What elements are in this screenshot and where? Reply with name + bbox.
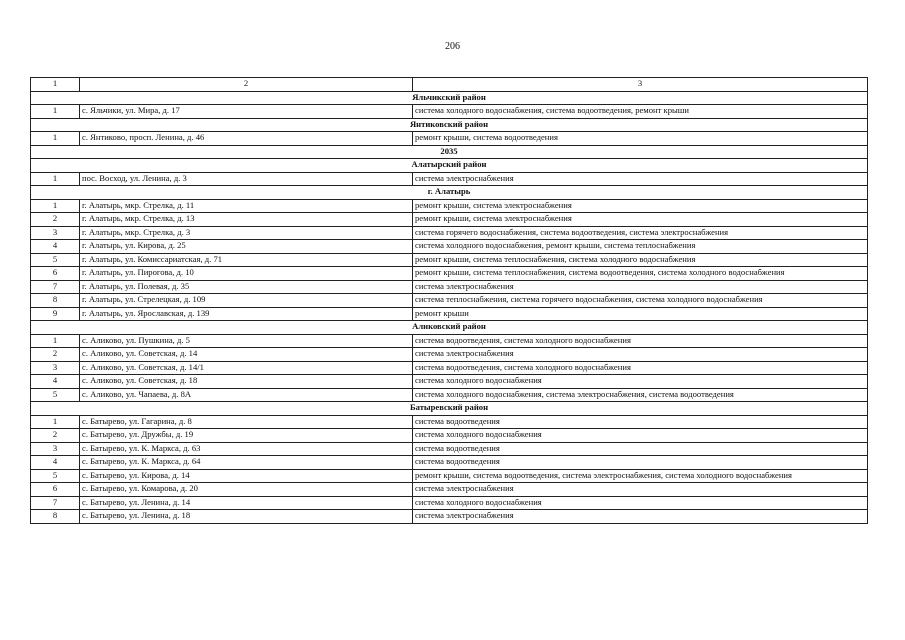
table-row — [31, 132, 868, 146]
row-address: с. Аликово, ул. Советская, д. 18 — [80, 375, 413, 389]
table-row — [31, 226, 868, 240]
row-address: с. Батырево, ул. К. Маркса, д. 63 — [80, 442, 413, 456]
row-address: с. Батырево, ул. Ленина, д. 14 — [80, 496, 413, 510]
row-address: г. Алатырь, мкр. Стрелка, д. 11 — [80, 199, 413, 213]
row-number: 1 — [31, 105, 80, 119]
header-col-address: 2 — [80, 78, 413, 92]
row-address: с. Батырево, ул. К. Маркса, д. 64 — [80, 456, 413, 470]
section-title: Аликовский район — [31, 321, 868, 335]
row-number: 8 — [31, 294, 80, 308]
row-works: система электроснабжения — [413, 483, 868, 497]
table-row — [31, 429, 868, 443]
table-row — [31, 334, 868, 348]
row-number: 5 — [31, 253, 80, 267]
row-works: ремонт крыши, система электроснабжения — [413, 213, 868, 227]
header-col-works: 3 — [413, 78, 868, 92]
row-address: с. Аликово, ул. Пушкина, д. 5 — [80, 334, 413, 348]
row-number: 8 — [31, 510, 80, 524]
row-works: система холодного водоснабжения, система электроснабжения, система водоотведения — [413, 388, 868, 402]
page-number: 206 — [445, 41, 460, 52]
row-works: система теплоснабжения, система горячего водоснабжения, система холодного водоснабжения — [413, 294, 868, 308]
row-number: 7 — [31, 496, 80, 510]
table-row — [31, 415, 868, 429]
row-number: 1 — [31, 172, 80, 186]
table-row — [31, 510, 868, 524]
section-title: Батыревский район — [31, 402, 868, 416]
row-number: 1 — [31, 132, 80, 146]
row-address: с. Аликово, ул. Советская, д. 14/1 — [80, 361, 413, 375]
table-row — [31, 348, 868, 362]
table-row — [31, 253, 868, 267]
section-header-row — [31, 118, 868, 132]
table-row — [31, 375, 868, 389]
row-address: с. Батырево, ул. Гагарина, д. 8 — [80, 415, 413, 429]
row-works: система электроснабжения — [413, 510, 868, 524]
row-number: 1 — [31, 334, 80, 348]
table-row — [31, 294, 868, 308]
row-number: 6 — [31, 483, 80, 497]
row-works: система водоотведения — [413, 415, 868, 429]
row-number: 3 — [31, 442, 80, 456]
row-number: 4 — [31, 375, 80, 389]
row-address: с. Батырево, ул. Ленина, д. 18 — [80, 510, 413, 524]
row-number: 2 — [31, 213, 80, 227]
table-row — [31, 199, 868, 213]
row-works: система холодного водоснабжения — [413, 429, 868, 443]
row-works: ремонт крыши, система электроснабжения — [413, 199, 868, 213]
section-title: Яльчикский район — [31, 91, 868, 105]
table-row — [31, 483, 868, 497]
table-row — [31, 307, 868, 321]
table-row — [31, 240, 868, 254]
table-row — [31, 280, 868, 294]
table-header-row — [31, 78, 868, 92]
row-number: 5 — [31, 469, 80, 483]
section-title: 2035 — [31, 145, 868, 159]
table-row — [31, 442, 868, 456]
table-row — [31, 388, 868, 402]
row-address: г. Алатырь, ул. Пирогова, д. 10 — [80, 267, 413, 281]
row-number: 2 — [31, 348, 80, 362]
row-address: г. Алатырь, ул. Стрелецкая, д. 109 — [80, 294, 413, 308]
row-works: система холодного водоснабжения, система водоотведения, ремонт крыши — [413, 105, 868, 119]
table-row — [31, 213, 868, 227]
row-address: с. Батырево, ул. Кирова, д. 14 — [80, 469, 413, 483]
row-number: 5 — [31, 388, 80, 402]
section-header-row — [31, 186, 868, 200]
row-address: г. Алатырь, ул. Ярославская, д. 139 — [80, 307, 413, 321]
row-address: с. Батырево, ул. Комарова, д. 20 — [80, 483, 413, 497]
row-works: ремонт крыши, система водоотведения, система электроснабжения, система холодного водоснабжения — [413, 469, 868, 483]
row-works: система холодного водоснабжения — [413, 375, 868, 389]
row-address: г. Алатырь, мкр. Стрелка, д. 3 — [80, 226, 413, 240]
section-header-row — [31, 145, 868, 159]
row-works: система электроснабжения — [413, 280, 868, 294]
table-row — [31, 469, 868, 483]
row-number: 4 — [31, 240, 80, 254]
row-address: пос. Восход, ул. Ленина, д. 3 — [80, 172, 413, 186]
header-col-number: 1 — [31, 78, 80, 92]
row-works: ремонт крыши, система теплоснабжения, система водоотведения, система холодного водоснабжения — [413, 267, 868, 281]
table-row — [31, 361, 868, 375]
row-address: с. Яльчики, ул. Мира, д. 17 — [80, 105, 413, 119]
table-row — [31, 496, 868, 510]
table-row — [31, 456, 868, 470]
row-number: 2 — [31, 429, 80, 443]
row-address: г. Алатырь, ул. Полевая, д. 35 — [80, 280, 413, 294]
row-number: 1 — [31, 199, 80, 213]
row-works: система водоотведения, система холодного водоснабжения — [413, 361, 868, 375]
row-works: ремонт крыши, система теплоснабжения, система холодного водоснабжения — [413, 253, 868, 267]
row-number: 3 — [31, 226, 80, 240]
row-works: система водоотведения — [413, 442, 868, 456]
section-title: Алатырский район — [31, 159, 868, 173]
section-header-row — [31, 91, 868, 105]
section-title: г. Алатырь — [31, 186, 868, 200]
section-title: Янтиковский район — [31, 118, 868, 132]
row-works: система холодного водоснабжения, ремонт крыши, система теплоснабжения — [413, 240, 868, 254]
section-header-row — [31, 321, 868, 335]
table-row — [31, 172, 868, 186]
row-number: 3 — [31, 361, 80, 375]
row-address: г. Алатырь, ул. Кирова, д. 25 — [80, 240, 413, 254]
row-number: 6 — [31, 267, 80, 281]
row-address: с. Янтиково, просп. Ленина, д. 46 — [80, 132, 413, 146]
row-works: система водоотведения, система холодного водоснабжения — [413, 334, 868, 348]
row-works: ремонт крыши, система водоотведения — [413, 132, 868, 146]
table-row — [31, 267, 868, 281]
row-number: 9 — [31, 307, 80, 321]
section-header-row — [31, 159, 868, 173]
row-works: ремонт крыши — [413, 307, 868, 321]
table-body — [31, 91, 868, 523]
row-number: 4 — [31, 456, 80, 470]
row-works: система горячего водоснабжения, система водоотведения, система электроснабжения — [413, 226, 868, 240]
row-number: 1 — [31, 415, 80, 429]
row-address: г. Алатырь, мкр. Стрелка, д. 13 — [80, 213, 413, 227]
row-address: с. Аликово, ул. Чапаева, д. 8А — [80, 388, 413, 402]
section-header-row — [31, 402, 868, 416]
row-works: система холодного водоснабжения — [413, 496, 868, 510]
row-address: с. Аликово, ул. Советская, д. 14 — [80, 348, 413, 362]
row-address: с. Батырево, ул. Дружбы, д. 19 — [80, 429, 413, 443]
row-works: система водоотведения — [413, 456, 868, 470]
table-row — [31, 105, 868, 119]
row-works: система электроснабжения — [413, 348, 868, 362]
row-address: г. Алатырь, ул. Комиссариатская, д. 71 — [80, 253, 413, 267]
row-number: 7 — [31, 280, 80, 294]
work-schedule-table — [30, 77, 868, 524]
row-works: система электроснабжения — [413, 172, 868, 186]
